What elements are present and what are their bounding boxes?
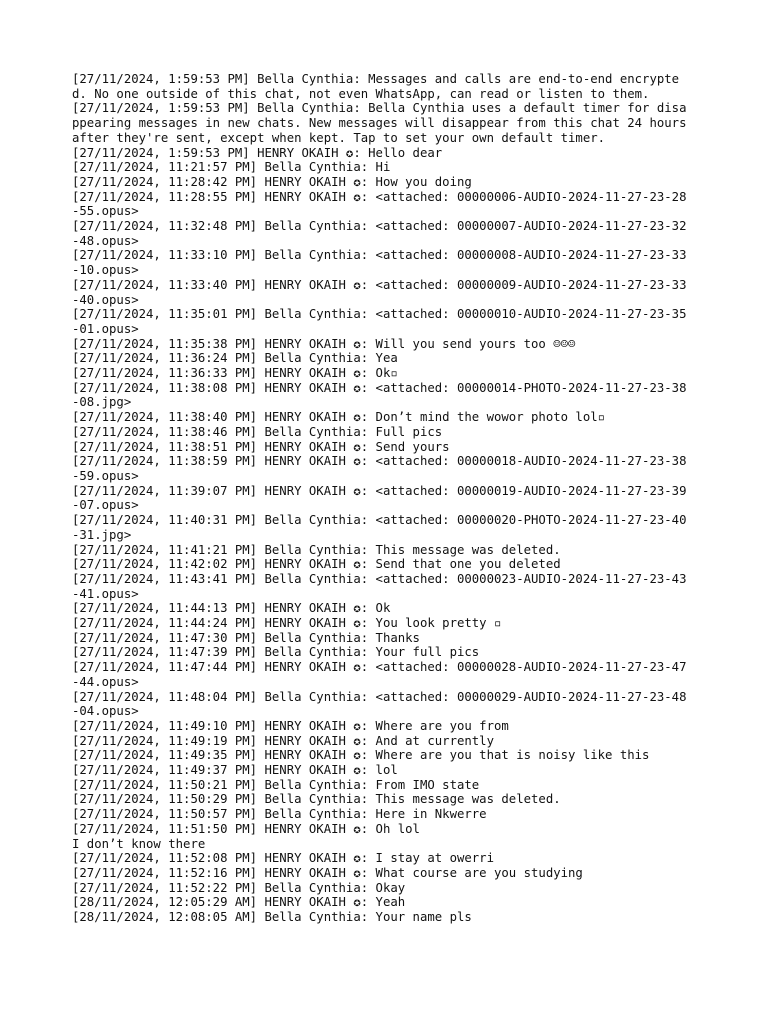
chat-line: [27/11/2024, 11:35:01 PM] Bella Cynthia: <attached: 00000010-AUDIO-2024-11-27-23-35-01.opus> [72, 307, 687, 336]
chat-line: [27/11/2024, 11:50:29 PM] Bella Cynthia: This message was deleted. [72, 792, 561, 807]
chat-line: [27/11/2024, 1:59:53 PM] Bella Cynthia: Messages and calls are end-to-end encrypted. No one outside of this chat, not even WhatsApp, can read or listen to them. [72, 72, 680, 101]
chat-line: [27/11/2024, 11:42:02 PM] HENRY OKAIH ✪: Send that one you deleted [72, 557, 561, 572]
chat-line: [27/11/2024, 11:38:59 PM] HENRY OKAIH ✪: <attached: 00000018-AUDIO-2024-11-27-23-38-59.opus> [72, 454, 687, 483]
chat-line: [27/11/2024, 11:50:21 PM] Bella Cynthia: From IMO state [72, 777, 480, 792]
chat-line: [27/11/2024, 11:47:39 PM] Bella Cynthia: Your full pics [72, 645, 480, 660]
chat-line: [27/11/2024, 11:36:24 PM] Bella Cynthia: Yea [72, 351, 398, 366]
chat-line: [27/11/2024, 11:38:51 PM] HENRY OKAIH ✪: Send yours [72, 439, 450, 454]
chat-line: [27/11/2024, 11:51:50 PM] HENRY OKAIH ✪: Oh lol I don’t know there [72, 821, 420, 851]
chat-line: [27/11/2024, 11:38:46 PM] Bella Cynthia: Full pics [72, 424, 443, 439]
chat-line: [27/11/2024, 11:52:08 PM] HENRY OKAIH ✪: I stay at owerri [72, 851, 494, 866]
chat-line: [27/11/2024, 11:38:40 PM] HENRY OKAIH ✪: Don’t mind the wowor photo lol▫ [72, 410, 606, 425]
chat-line: [28/11/2024, 12:05:29 AM] HENRY OKAIH ✪: Yeah [72, 895, 406, 910]
chat-line: [27/11/2024, 11:39:07 PM] HENRY OKAIH ✪: <attached: 00000019-AUDIO-2024-11-27-23-39-07.opus> [72, 483, 687, 513]
chat-line: [27/11/2024, 11:44:13 PM] HENRY OKAIH ✪: Ok [72, 601, 391, 616]
chat-line: [27/11/2024, 11:49:35 PM] HENRY OKAIH ✪: Where are you that is noisy like this [72, 748, 650, 763]
chat-line: [27/11/2024, 11:52:22 PM] Bella Cynthia: Okay [72, 880, 406, 895]
chat-line: [27/11/2024, 11:38:08 PM] HENRY OKAIH ✪: <attached: 00000014-PHOTO-2024-11-27-23-38-08.jpg> [72, 380, 687, 410]
chat-line: [27/11/2024, 11:49:19 PM] HENRY OKAIH ✪: And at currently [72, 733, 494, 748]
chat-line: [28/11/2024, 12:08:05 AM] Bella Cynthia: Your name pls [72, 910, 472, 925]
chat-line: [27/11/2024, 11:43:41 PM] Bella Cynthia: <attached: 00000023-AUDIO-2024-11-27-23-43-41.opus> [72, 571, 687, 601]
chat-line: [27/11/2024, 11:21:57 PM] Bella Cynthia: Hi [72, 160, 391, 175]
chat-line: [27/11/2024, 11:35:38 PM] HENRY OKAIH ✪: Will you send yours too ☺☺☺ [72, 336, 576, 351]
chat-line: [27/11/2024, 11:28:55 PM] HENRY OKAIH ✪: <attached: 00000006-AUDIO-2024-11-27-23-28-55.opus> [72, 189, 687, 219]
chat-line: [27/11/2024, 11:40:31 PM] Bella Cynthia: <attached: 00000020-PHOTO-2024-11-27-23-40-31.jpg> [72, 513, 687, 542]
chat-line: [27/11/2024, 11:49:10 PM] HENRY OKAIH ✪: Where are you from [72, 718, 509, 733]
chat-line: [27/11/2024, 11:28:42 PM] HENRY OKAIH ✪: How you doing [72, 174, 472, 189]
chat-line: [27/11/2024, 1:59:53 PM] HENRY OKAIH ✪: Hello dear [72, 145, 443, 160]
chat-line: [27/11/2024, 11:48:04 PM] Bella Cynthia: <attached: 00000029-AUDIO-2024-11-27-23-48-04.opus> [72, 689, 687, 719]
chat-transcript [72, 72, 692, 925]
chat-line: [27/11/2024, 11:33:40 PM] HENRY OKAIH ✪: <attached: 00000009-AUDIO-2024-11-27-23-33-40.opus> [72, 277, 687, 307]
chat-line: [27/11/2024, 1:59:53 PM] Bella Cynthia: Bella Cynthia uses a default timer for disappearing messages in new chats. New messages will disappear from this chat 24 hours after they're sent, except when kept. Tap to set your own default timer. [72, 101, 694, 145]
chat-line: [27/11/2024, 11:47:30 PM] Bella Cynthia: Thanks [72, 630, 420, 645]
chat-line: [27/11/2024, 11:44:24 PM] HENRY OKAIH ✪: You look pretty ▫ [72, 616, 502, 631]
chat-line: [27/11/2024, 11:32:48 PM] Bella Cynthia: <attached: 00000007-AUDIO-2024-11-27-23-32-48.opus> [72, 219, 687, 248]
chat-line: [27/11/2024, 11:52:16 PM] HENRY OKAIH ✪: What course are you studying [72, 865, 583, 880]
chat-line: [27/11/2024, 11:41:21 PM] Bella Cynthia: This message was deleted. [72, 542, 561, 557]
chat-line: [27/11/2024, 11:49:37 PM] HENRY OKAIH ✪: lol [72, 763, 398, 778]
chat-line: [27/11/2024, 11:33:10 PM] Bella Cynthia: <attached: 00000008-AUDIO-2024-11-27-23-33-10.opus> [72, 248, 687, 278]
chat-line: [27/11/2024, 11:47:44 PM] HENRY OKAIH ✪: <attached: 00000028-AUDIO-2024-11-27-23-47-44.opus> [72, 660, 687, 689]
chat-line: [27/11/2024, 11:50:57 PM] Bella Cynthia: Here in Nkwerre [72, 807, 487, 822]
chat-line: [27/11/2024, 11:36:33 PM] HENRY OKAIH ✪: Ok▫ [72, 366, 398, 381]
